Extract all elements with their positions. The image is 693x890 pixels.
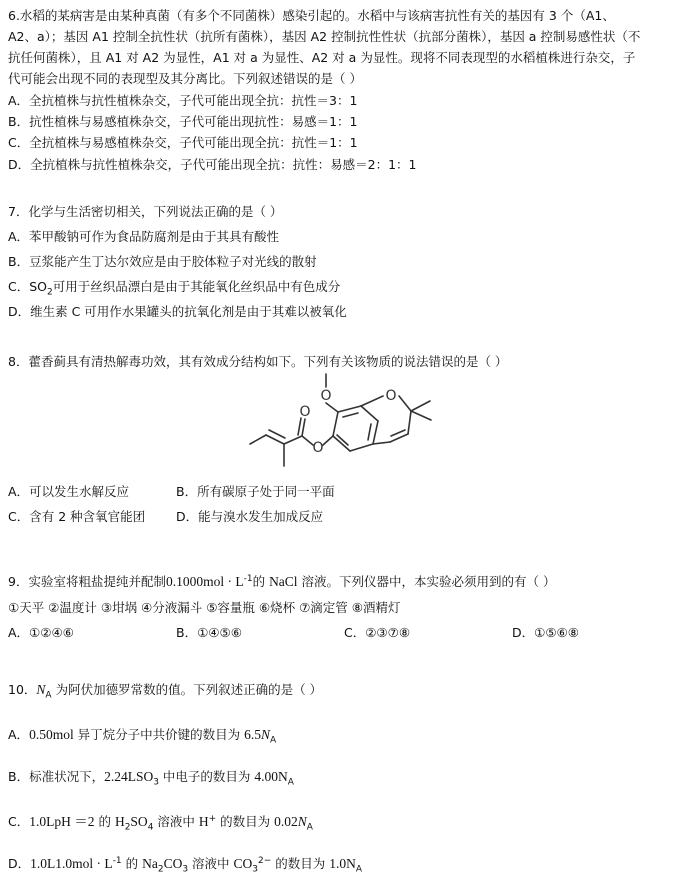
q10-c-num: 0.02 [274,814,298,830]
q9-option-a: A．①②④⑥ [8,625,74,640]
mol-o-ring: O [385,388,397,404]
q9-option-d: D．①⑤⑥⑧ [512,625,579,640]
q10-option-c [8,811,313,836]
q10-c-sup: + [208,814,217,824]
q10-c-na-sub: A [306,822,313,833]
mol-o-methoxy: O [320,388,332,404]
q10-c-pre: C． [8,814,30,830]
q10-a-num: 6.5 [244,727,262,742]
q10-d-mid3: 的数目为 [271,856,330,872]
q10-b-val: 2.24LSO [104,769,154,784]
q10-d-sub2: 2 [157,864,164,875]
q9-stem-pre: 9．实验室将粗盐提纯并配制 [8,574,166,590]
q6-stem-line1: 6.水稻的某病害是由某种真菌（有多个不同菌株）感染引起的。水稻中与该病害抗性有关的基因有 3 个（A1、 [8,8,615,23]
q10-c-h: H [198,814,209,830]
q8-option-a: A．可以发生水解反应 [8,484,130,499]
q10-a-pre: A． [8,727,30,742]
q10-d-sub3: 3 [182,864,189,875]
q10-a-na: N [261,727,271,742]
q10-d-val: 1.0L1.0mol · L [30,856,113,872]
q10-option-d [8,853,362,878]
q6-option-b: B．抗性植株与易感植株杂交，子代可能出现抗性：易感＝1：1 [8,114,358,129]
q10-b-num: 4.00N [254,769,288,784]
q8-option-d: D．能与溴水发生加成反应 [176,509,324,524]
q10-d-sup2: 2− [258,856,272,866]
q10-d-mid1: 的 [121,856,143,872]
q10-b-na-sub: A [287,777,294,788]
q7-option-b: B．豆浆能产生丁达尔效应是由于胶体粒子对光线的散射 [8,254,317,269]
q7-option-d: D．维生素 C 可用作水果罐头的抗氧化剂是由于其难以被氧化 [8,304,347,319]
q10-d-na: Na [142,856,158,872]
q6-option-a: A．全抗植株与抗性植株杂交，子代可能出现全抗：抗性＝3：1 [8,93,358,108]
q10-c-sub4: 4 [147,822,154,833]
q7-option-c [8,279,340,301]
q10-d-co3: CO [233,856,253,872]
q10-d-na-sub: A [355,864,363,875]
q10-a-na-sub: A [270,735,277,746]
q6-option-c: C．全抗植株与易感植株杂交，子代可能出现全抗：抗性＝1：1 [8,135,358,150]
mol-o-carbonyl: O [299,404,311,420]
q10-a-val: 0.50mol [29,727,74,742]
q9-instrument-list: ①天平 ②温度计 ③坩埚 ④分液漏斗 ⑤容量瓶 ⑥烧杯 ⑦滴定管 ⑧酒精灯 [8,600,401,615]
q9-stem [8,571,556,590]
q10-num: 10． [8,682,37,697]
q10-na-sub: A [45,690,52,701]
q9-option-b: B．①④⑤⑥ [176,625,242,640]
q10-stem-post: 为阿伏加德罗常数的值。下列叙述正确的是（ ） [51,682,323,697]
q8-option-b: B．所有碳原子处于同一平面 [176,484,335,499]
q10-d-sup: -1 [112,856,122,866]
q10-c-mid2: 溶液中 [153,814,199,830]
mol-o-ester: O [312,440,324,456]
q8-molecule-structure [240,356,450,476]
q10-c-h2: H [114,814,125,830]
q6-option-d: D．全抗植株与抗性植株杂交，子代可能出现全抗：抗性：易感＝2：1：1 [8,157,417,172]
q6-stem-line2: A2、a）；基因 A1 控制全抗性状（抗所有菌株），基因 A2 控制抗性性状（抗部分菌株），基因 a 控制易感性状（不 [8,29,641,44]
q10-d-pre: D． [8,856,31,872]
q10-d-co: CO [163,856,183,872]
q10-b-pre: B．标准状况下， [8,769,105,784]
q10-stem [8,682,322,704]
q10-b-mid: 中电子的数目为 [158,769,255,784]
q9-stem-mid: 的 [252,574,270,590]
q10-b-sub: 3 [153,777,159,788]
q9-nacl: NaCl [269,574,298,590]
q10-na: N [36,682,46,697]
q10-d-num: 1.0N [329,856,356,872]
q9-option-c: C．②③⑦⑧ [344,625,411,640]
q7-stem: 7．化学与生活密切相关，下列说法正确的是（ ） [8,204,283,219]
q10-option-b [8,769,294,791]
q10-c-na: N [297,814,307,830]
q10-d-sub3b: 3 [252,864,259,875]
q10-c-so: SO [130,814,148,830]
q10-c-mid1: 的 [94,814,115,830]
q10-option-a [8,727,276,749]
q6-stem-line4: 代可能会出现不同的表现型及其分离比。下列叙述错误的是（ ） [8,71,362,86]
q7-option-c-sub: 2 [47,287,53,298]
q7-option-a: A．苯甲酸钠可作为食品防腐剂是由于其具有酸性 [8,229,280,244]
q9-conc-sup: -1 [243,574,253,584]
q7-option-c-post: 可用于丝织品漂白是由于其能氧化丝织品中有色成分 [52,279,341,294]
q9-stem-post: 溶液。下列仪器中，本实验必须用到的有（ ） [297,574,556,590]
q10-c-mid3: 的数目为 [216,814,275,830]
q6-stem-line3: 抗任何菌株），且 A1 对 A2 为显性，A1 对 a 为显性、A2 对 a 为显性。现将不同表现型的水稻植株进行杂交，子 [8,50,636,65]
q8-stem: 8．藿香蓟具有清热解毒功效，其有效成分结构如下。下列有关该物质的说法错误的是（ ） [8,354,508,369]
q10-c-sub2: 2 [124,822,131,833]
q10-d-mid2: 溶液中 [188,856,234,872]
q10-c-val: 1.0LpH ＝2 [29,814,95,830]
q8-option-c: C．含有 2 种含氧官能团 [8,509,146,524]
q7-option-c-pre: C．SO [8,279,48,294]
q10-a-mid: 异丁烷分子中共价键的数目为 [73,727,245,742]
q9-concentration: 0.1000mol · L [165,574,244,590]
